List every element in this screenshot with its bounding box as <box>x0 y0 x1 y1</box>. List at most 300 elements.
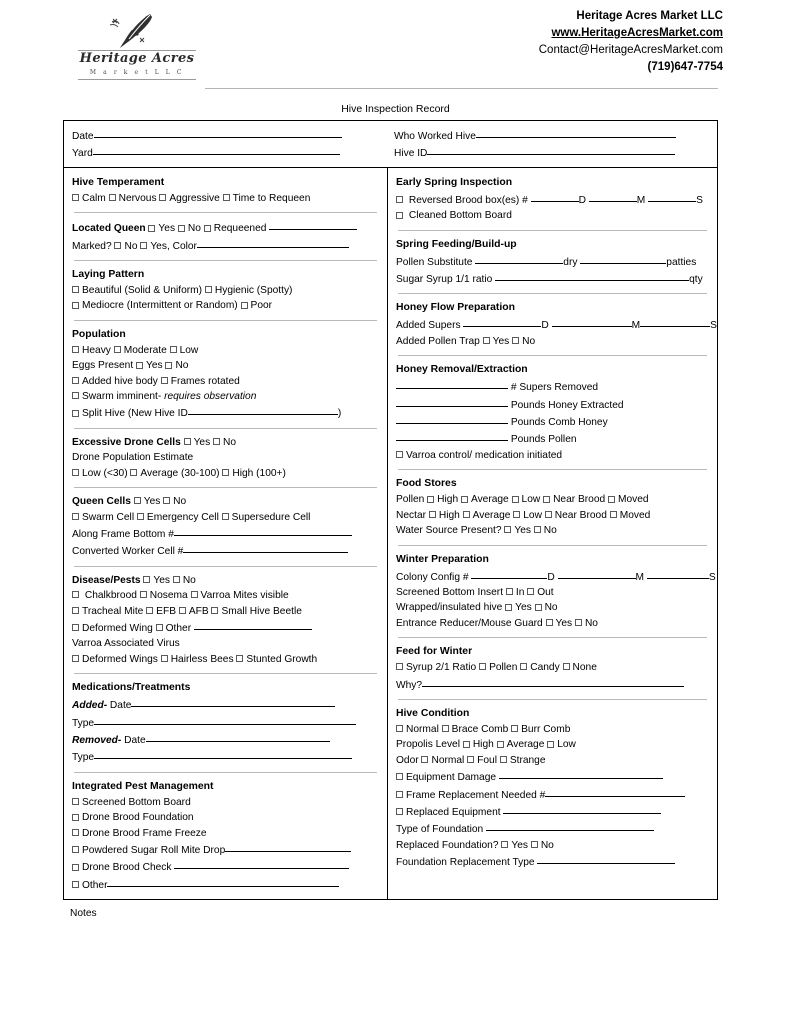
yard-input[interactable] <box>93 144 340 155</box>
write-in-line[interactable] <box>463 316 541 327</box>
feather-icon <box>76 12 198 50</box>
checkbox[interactable] <box>134 497 141 504</box>
checkbox[interactable] <box>109 194 116 201</box>
field-text: Marked? <box>72 240 115 252</box>
checkbox[interactable] <box>163 497 170 504</box>
field-text: Foul <box>477 754 500 766</box>
form-line <box>72 696 379 713</box>
field-text: Nectar <box>396 509 429 521</box>
field-text: Mediocre (Intermittent or Random) <box>82 300 241 312</box>
field-text: In <box>515 586 528 598</box>
form-line <box>72 731 379 748</box>
field-text: Screened Bottom Insert <box>396 586 506 598</box>
checkbox[interactable] <box>165 362 172 369</box>
checkbox[interactable] <box>137 513 144 520</box>
section-divider <box>398 699 707 700</box>
form-line <box>396 270 709 287</box>
checkbox[interactable] <box>483 337 490 344</box>
field-text: Frame Replacement Needed # <box>406 789 546 801</box>
identification-left-cell <box>64 127 386 162</box>
checkbox[interactable] <box>429 511 436 518</box>
form-line <box>72 810 379 825</box>
form-line <box>72 858 379 875</box>
field-text: Deformed Wings <box>82 653 161 665</box>
checkbox[interactable] <box>114 242 121 249</box>
identification-row <box>64 121 717 168</box>
field-text: Average <box>472 509 514 521</box>
write-in-line[interactable] <box>396 430 508 441</box>
field-text: Wrapped/insulated hive <box>396 602 506 614</box>
form-line <box>72 494 379 509</box>
checkbox[interactable] <box>211 607 218 614</box>
write-in-line[interactable] <box>174 858 349 869</box>
field-text: Supersedure Cell <box>231 511 311 523</box>
who-worked-hive-input[interactable] <box>476 127 676 138</box>
form-line <box>396 786 709 803</box>
company-website[interactable]: www.HeritageAcresMarket.com <box>551 27 723 39</box>
section-winter-preparation <box>396 552 716 632</box>
checkbox[interactable] <box>527 588 534 595</box>
checkbox[interactable] <box>463 511 470 518</box>
checkbox[interactable] <box>497 741 504 748</box>
form-line <box>72 636 379 651</box>
section-title: Hive Condition <box>396 707 470 719</box>
field-text: Date <box>124 734 146 746</box>
checkbox[interactable] <box>72 864 79 871</box>
field-text: AFB <box>188 605 212 617</box>
checkbox[interactable] <box>72 469 79 476</box>
field-text: Pollen <box>489 662 521 674</box>
checkbox[interactable] <box>222 469 229 476</box>
write-in-line[interactable] <box>131 696 335 707</box>
checkbox[interactable] <box>511 725 518 732</box>
field-text: Drone Population Estimate <box>72 452 194 464</box>
logo-rule-bottom <box>78 79 196 80</box>
checkbox[interactable] <box>520 663 527 670</box>
section-title: Laying Pattern <box>72 269 145 281</box>
form-line <box>72 826 379 841</box>
section-title: Early Spring Inspection <box>396 176 513 188</box>
hive-id-field-row[interactable] <box>394 144 709 161</box>
field-text: Pounds Comb Honey <box>508 417 608 429</box>
checkbox[interactable] <box>501 841 508 848</box>
field-text: Yes <box>158 223 178 235</box>
checkbox[interactable] <box>72 286 79 293</box>
write-in-line[interactable] <box>197 237 349 248</box>
field-text: Brace Comb <box>451 723 512 735</box>
checkbox[interactable] <box>173 576 180 583</box>
checkbox[interactable] <box>463 741 470 748</box>
checkbox[interactable] <box>72 829 79 836</box>
section-title: Spring Feeding/Build-up <box>396 238 517 250</box>
write-in-line[interactable] <box>94 714 356 725</box>
form-line <box>72 466 379 481</box>
checkbox[interactable] <box>563 663 570 670</box>
field-text: patties <box>666 256 697 268</box>
write-in-line[interactable] <box>647 568 709 579</box>
write-in-line[interactable] <box>107 876 339 887</box>
section-divider <box>74 212 377 213</box>
checkbox[interactable] <box>72 881 79 888</box>
field-text: Entrance Reducer/Mouse Guard <box>396 617 546 629</box>
checkbox[interactable] <box>396 212 403 219</box>
checkbox[interactable] <box>130 469 137 476</box>
checkbox[interactable] <box>504 526 511 533</box>
form-line <box>396 508 709 523</box>
field-text: Out <box>537 586 554 598</box>
section-divider <box>74 320 377 321</box>
date-input[interactable] <box>94 127 342 138</box>
checkbox[interactable] <box>146 607 153 614</box>
checkbox[interactable] <box>534 526 541 533</box>
checkbox[interactable] <box>191 591 198 598</box>
form-line <box>396 334 709 349</box>
section-honey-flow-preparation <box>396 300 717 349</box>
checkbox[interactable] <box>241 302 248 309</box>
checkbox[interactable] <box>223 194 230 201</box>
field-text: Yes <box>143 496 164 508</box>
form-line <box>72 841 379 858</box>
checkbox[interactable] <box>114 346 121 353</box>
field-text: Pounds Pollen <box>508 434 577 446</box>
field-text: dry <box>563 256 581 268</box>
form-line <box>72 298 379 313</box>
logo-script-name: Heritage Acres <box>79 51 195 66</box>
field-text: Water Source Present? <box>396 525 505 537</box>
field-text: Yes <box>492 335 513 347</box>
checkbox[interactable] <box>140 242 147 249</box>
field-text: No <box>182 574 196 586</box>
form-line <box>72 237 379 254</box>
checkbox[interactable] <box>505 604 512 611</box>
field-text: Near Brood <box>554 509 610 521</box>
checkbox[interactable] <box>500 756 507 763</box>
field-text: Low <box>179 344 199 356</box>
field-text: Type <box>72 752 95 764</box>
sections-row <box>64 168 717 899</box>
field-text: Pounds Honey Extracted <box>508 399 624 411</box>
checkbox[interactable] <box>543 496 550 503</box>
form-line <box>396 803 709 820</box>
field-text: Equipment Damage <box>406 772 499 784</box>
field-text: Varroa Mites visible <box>200 590 289 602</box>
field-text: Moderate <box>123 344 170 356</box>
write-in-line[interactable] <box>503 803 661 814</box>
contact-block <box>539 8 723 76</box>
checkbox[interactable] <box>575 619 582 626</box>
section-divider <box>398 230 707 231</box>
date-label: Date <box>72 131 94 142</box>
write-in-line[interactable] <box>499 768 663 779</box>
checkbox[interactable] <box>161 377 168 384</box>
write-in-line[interactable] <box>471 568 547 579</box>
checkbox[interactable] <box>72 392 79 399</box>
write-in-line[interactable] <box>94 748 352 759</box>
form-line <box>396 737 709 752</box>
field-text: Tracheal Mite <box>82 605 147 617</box>
checkbox[interactable] <box>179 607 186 614</box>
section-early-spring-inspection <box>396 175 709 224</box>
field-text: Other <box>165 622 194 634</box>
inspection-table <box>63 120 718 900</box>
write-in-line[interactable] <box>396 396 508 407</box>
section-title: Integrated Pest Management <box>72 780 214 792</box>
write-in-line[interactable] <box>146 731 330 742</box>
checkbox[interactable] <box>545 511 552 518</box>
checkbox[interactable] <box>513 511 520 518</box>
date-field-row[interactable] <box>72 127 378 144</box>
identification-right-cell <box>386 127 717 162</box>
form-line <box>72 283 379 298</box>
checkbox[interactable] <box>427 496 434 503</box>
logo-sub-name: M a r k e t L L C <box>89 69 185 76</box>
field-text: None <box>572 662 597 674</box>
field-text: Queen Cells <box>72 496 134 508</box>
field-text: Poor <box>250 300 273 312</box>
checkbox[interactable] <box>506 588 513 595</box>
who-worked-hive-field-row[interactable] <box>394 127 709 144</box>
form-line <box>72 714 379 731</box>
section-laying-pattern <box>72 267 379 314</box>
form-line <box>396 253 709 270</box>
checkbox[interactable] <box>535 604 542 611</box>
write-in-line[interactable] <box>558 568 636 579</box>
field-text: Added Supers <box>396 320 464 332</box>
page-header <box>0 0 791 96</box>
checkbox[interactable] <box>396 451 403 458</box>
checkbox[interactable] <box>143 576 150 583</box>
field-text: Strange <box>509 754 546 766</box>
field-text: Low <box>557 739 576 751</box>
checkbox[interactable] <box>72 624 79 631</box>
checkbox[interactable] <box>479 663 486 670</box>
checkbox[interactable] <box>156 624 163 631</box>
form-line <box>396 600 709 615</box>
checkbox[interactable] <box>136 362 143 369</box>
company-name: Heritage Acres Market LLC <box>576 10 723 22</box>
checkbox[interactable] <box>72 302 79 309</box>
field-text: Date <box>109 700 132 712</box>
checkbox[interactable] <box>204 225 211 232</box>
checkbox[interactable] <box>610 511 617 518</box>
section-food-stores <box>396 476 709 538</box>
checkbox[interactable] <box>72 346 79 353</box>
field-text: Candy <box>530 662 563 674</box>
checkbox[interactable] <box>72 513 79 520</box>
checkbox[interactable] <box>461 496 468 503</box>
form-line <box>72 525 379 542</box>
field-text: M <box>635 571 647 583</box>
form-line <box>72 795 379 810</box>
write-in-line[interactable] <box>269 219 357 230</box>
checkbox[interactable] <box>222 513 229 520</box>
checkbox[interactable] <box>72 814 79 821</box>
form-line <box>396 413 709 430</box>
form-line <box>396 585 709 600</box>
field-text: Cleaned Bottom Board <box>406 210 512 222</box>
checkbox[interactable] <box>159 194 166 201</box>
write-in-line[interactable] <box>475 253 563 264</box>
checkbox[interactable] <box>546 619 553 626</box>
checkbox[interactable] <box>161 655 168 662</box>
write-in-line[interactable] <box>396 413 508 424</box>
form-line <box>72 374 379 389</box>
notes-label: Notes <box>70 908 97 919</box>
form-line <box>396 448 709 463</box>
field-text: D <box>547 571 558 583</box>
form-line <box>396 191 709 208</box>
field-text: Yes <box>515 602 535 614</box>
field-text: Deformed Wing <box>82 622 156 634</box>
field-text: Average <box>506 739 548 751</box>
form-line <box>396 838 709 853</box>
field-text: Low (<30) <box>82 467 131 479</box>
field-text: Why? <box>396 679 423 691</box>
checkbox[interactable] <box>442 725 449 732</box>
company-logo <box>76 12 198 80</box>
form-line <box>72 652 379 667</box>
checkbox[interactable] <box>72 846 79 853</box>
checkbox[interactable] <box>236 655 243 662</box>
section-medications-treatments <box>72 680 379 766</box>
write-in-line[interactable] <box>486 820 654 831</box>
field-text: Type <box>72 717 95 729</box>
field-text: No <box>173 496 187 508</box>
write-in-line[interactable] <box>422 676 684 687</box>
hive-id-input[interactable] <box>427 144 675 155</box>
checkbox[interactable] <box>140 591 147 598</box>
checkbox[interactable] <box>421 756 428 763</box>
checkbox[interactable] <box>72 607 79 614</box>
checkbox[interactable] <box>72 410 79 417</box>
write-in-line[interactable] <box>225 841 351 852</box>
section-title: Feed for Winter <box>396 646 473 658</box>
field-text: Hairless Bees <box>170 653 237 665</box>
section-divider <box>398 469 707 470</box>
write-in-line[interactable] <box>396 378 508 389</box>
checkbox[interactable] <box>72 591 79 598</box>
checkbox[interactable] <box>170 346 177 353</box>
checkbox[interactable] <box>467 756 474 763</box>
form-title: Hive Inspection Record <box>341 103 450 115</box>
section-divider <box>74 260 377 261</box>
write-in-line[interactable] <box>580 253 666 264</box>
write-in-line[interactable] <box>545 786 685 797</box>
field-text: Eggs Present <box>72 360 136 372</box>
section-title: Medications/Treatments <box>72 682 191 694</box>
write-in-line[interactable] <box>531 191 579 202</box>
checkbox[interactable] <box>396 808 403 815</box>
write-in-line[interactable] <box>552 316 632 327</box>
checkbox[interactable] <box>512 496 519 503</box>
field-text: Low <box>523 509 545 521</box>
field-text: Replaced Foundation? <box>396 839 502 851</box>
field-text: Disease/Pests <box>72 574 144 586</box>
checkbox[interactable] <box>396 196 403 203</box>
write-in-line[interactable] <box>640 316 710 327</box>
field-text: Hygienic (Spotty) <box>214 285 293 297</box>
section-divider <box>74 772 377 773</box>
field-text: High <box>437 494 461 506</box>
form-line <box>72 404 379 421</box>
checkbox[interactable] <box>396 663 403 670</box>
write-in-line[interactable] <box>194 619 312 630</box>
checkbox[interactable] <box>396 725 403 732</box>
checkbox[interactable] <box>512 337 519 344</box>
field-text: Other <box>82 879 108 891</box>
checkbox[interactable] <box>547 741 554 748</box>
field-text: D <box>578 194 589 206</box>
checkbox[interactable] <box>148 225 155 232</box>
field-text: Added hive body <box>82 375 161 387</box>
field-text: D <box>541 320 552 332</box>
checkbox[interactable] <box>178 225 185 232</box>
write-in-line[interactable] <box>183 542 348 553</box>
checkbox[interactable] <box>184 438 191 445</box>
checkbox[interactable] <box>205 286 212 293</box>
field-text: No <box>223 436 237 448</box>
form-line <box>396 430 709 447</box>
section-title: Honey Flow Preparation <box>396 302 515 314</box>
section-spring-feeding-build-up <box>396 237 709 288</box>
form-line <box>396 378 709 395</box>
write-in-line[interactable] <box>648 191 696 202</box>
field-text: Varroa Associated Virus <box>72 638 180 650</box>
field-text: No <box>540 839 554 851</box>
field-text: Time to Requeen <box>232 192 311 204</box>
field-text: S <box>710 320 717 332</box>
field-text: Low <box>521 494 544 506</box>
checkbox[interactable] <box>396 773 403 780</box>
field-text: Yes <box>511 839 531 851</box>
section-title: Winter Preparation <box>396 553 489 565</box>
section-integrated-pest-management <box>72 779 379 893</box>
field-text: Reversed Brood box(es) # <box>406 194 531 206</box>
checkbox[interactable] <box>531 841 538 848</box>
form-line <box>396 208 709 223</box>
field-text: Near Brood <box>553 494 609 506</box>
field-text: Pollen <box>396 494 428 506</box>
field-text: Yes, Color <box>150 240 197 252</box>
form-line <box>72 510 379 525</box>
checkbox[interactable] <box>72 194 79 201</box>
write-in-line[interactable] <box>174 525 352 536</box>
write-in-line[interactable] <box>589 191 637 202</box>
field-text: Average (30-100) <box>140 467 223 479</box>
form-line <box>72 542 379 559</box>
checkbox[interactable] <box>72 655 79 662</box>
yard-field-row[interactable] <box>72 144 378 161</box>
checkbox[interactable] <box>608 496 615 503</box>
section-hive-condition <box>396 706 709 871</box>
field-text: Nervous <box>118 192 160 204</box>
field-text: Yes <box>555 617 575 629</box>
checkbox[interactable] <box>72 798 79 805</box>
checkbox[interactable] <box>396 791 403 798</box>
write-in-line[interactable] <box>537 853 675 864</box>
field-text: Aggressive <box>169 192 223 204</box>
company-email[interactable]: Contact@HeritageAcresMarket.com <box>538 44 723 56</box>
section-divider <box>398 637 707 638</box>
write-in-line[interactable] <box>188 404 338 415</box>
field-text: No <box>543 525 557 537</box>
write-in-line[interactable] <box>495 270 689 281</box>
form-line <box>396 523 709 538</box>
checkbox[interactable] <box>213 438 220 445</box>
form-line <box>396 768 709 785</box>
checkbox[interactable] <box>72 377 79 384</box>
field-text: Foundation Replacement Type <box>396 857 538 869</box>
